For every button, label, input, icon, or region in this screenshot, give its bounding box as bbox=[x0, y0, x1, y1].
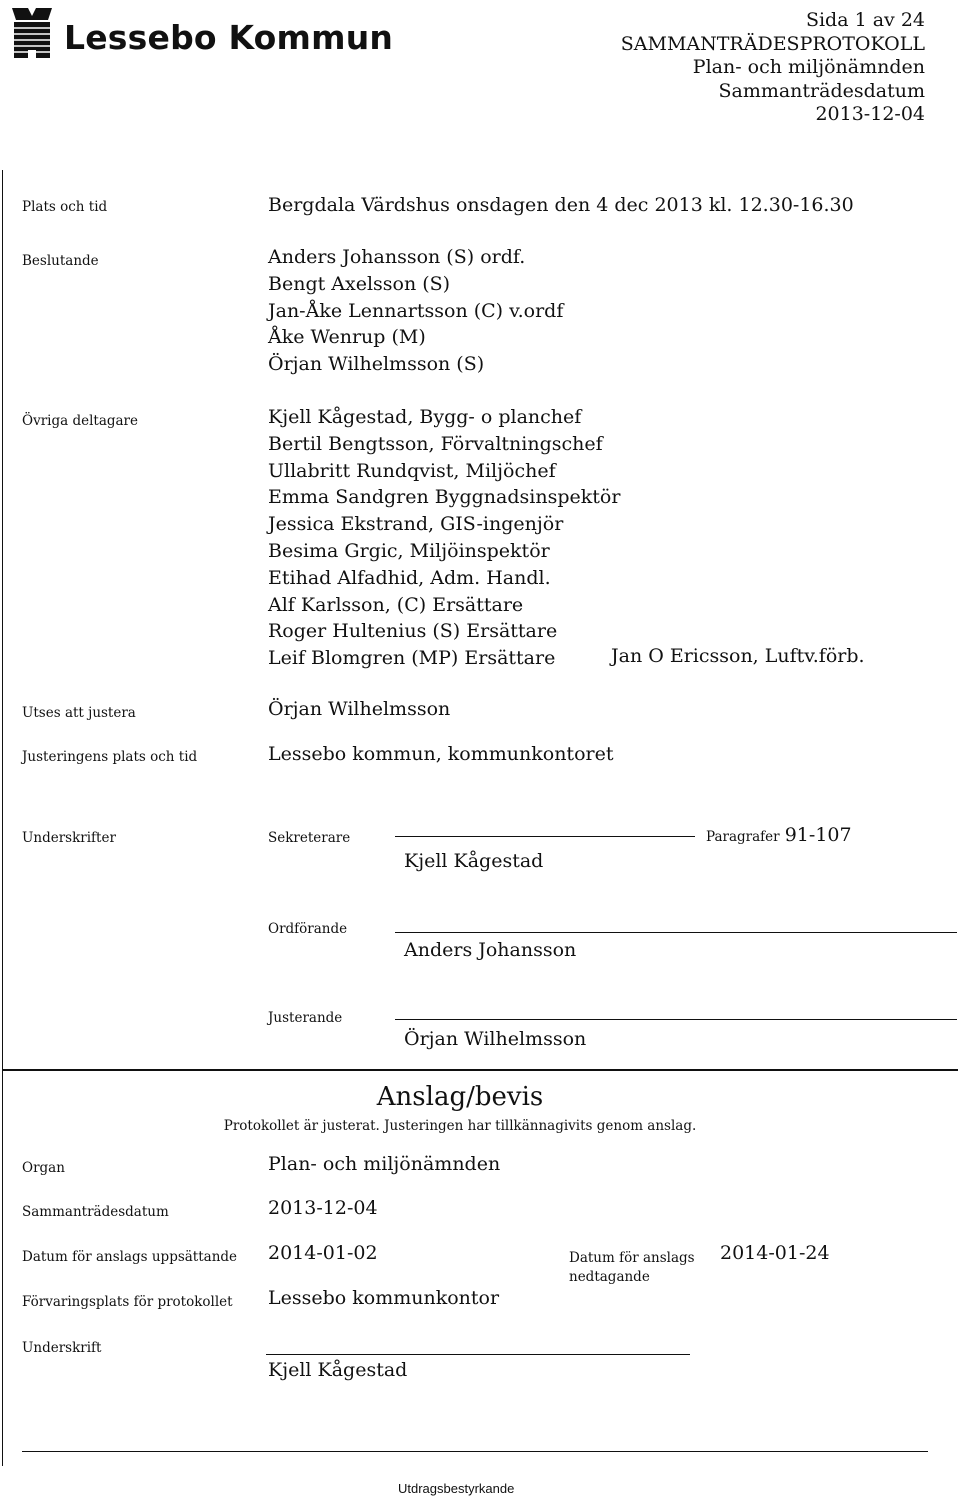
adjuster-signature-line bbox=[395, 1019, 957, 1020]
paragraphs bbox=[706, 824, 852, 846]
paragraphs-value: 91-107 bbox=[784, 824, 852, 846]
chair-signature-line bbox=[395, 932, 957, 933]
sig-adjuster-label: Justerande bbox=[268, 1010, 343, 1026]
meeting-date-label: Sammanträdesdatum bbox=[718, 79, 925, 102]
storage-label: Förvaringsplats för protokollet bbox=[22, 1294, 233, 1310]
list-item: Ullabritt Rundqvist, Miljöchef bbox=[268, 459, 556, 482]
adjust-place-label: Justeringens plats och tid bbox=[22, 749, 198, 765]
deciding-label: Beslutande bbox=[22, 253, 99, 269]
list-item: Bertil Bengtsson, Förvaltningschef bbox=[268, 432, 603, 455]
bottom-divider bbox=[22, 1451, 928, 1452]
list-item: Åke Wenrup (M) bbox=[268, 326, 426, 349]
signatures-label: Underskrifter bbox=[22, 830, 116, 846]
posted-label: Datum för anslags uppsättande bbox=[22, 1249, 238, 1265]
adjuster-value: Örjan Wilhelmsson bbox=[268, 698, 451, 720]
notice-date-value: 2013-12-04 bbox=[268, 1197, 378, 1219]
meeting-date: 2013-12-04 bbox=[815, 103, 925, 125]
organ-value: Plan- och miljönämnden bbox=[268, 1153, 501, 1175]
storage-value: Lessebo kommunkontor bbox=[268, 1287, 500, 1309]
list-item: Emma Sandgren Byggnadsinspektör bbox=[268, 486, 621, 509]
document-header bbox=[621, 9, 925, 127]
deciding-list bbox=[268, 244, 563, 378]
page-number: Sida 1 av 24 bbox=[805, 9, 925, 31]
list-item: Örjan Wilhelmsson (S) bbox=[268, 353, 485, 376]
place-label: Plats och tid bbox=[22, 199, 108, 215]
list-item: Etihad Alfadhid, Adm. Handl. bbox=[268, 566, 551, 589]
notice-signature-line bbox=[266, 1354, 690, 1355]
secretary-label: Sekreterare bbox=[268, 830, 351, 846]
beehive-icon bbox=[8, 6, 56, 62]
list-item: Jessica Ekstrand, GIS-ingenjör bbox=[268, 513, 564, 536]
secretary-signature-line bbox=[395, 836, 695, 837]
sig-adjuster-name: Örjan Wilhelmsson bbox=[404, 1028, 587, 1050]
paragraphs-label: Paragrafer bbox=[706, 829, 780, 845]
chair-name: Anders Johansson bbox=[404, 939, 577, 961]
list-item: Leif Blomgren (MP) Ersättare bbox=[268, 647, 556, 670]
others-extra: Jan O Ericsson, Luftv.förb. bbox=[611, 645, 865, 667]
municipality-logo bbox=[8, 6, 394, 64]
notice-date-label: Sammanträdesdatum bbox=[22, 1204, 169, 1220]
signature-name: Kjell Kågestad bbox=[268, 1359, 408, 1381]
secretary-name: Kjell Kågestad bbox=[404, 850, 544, 872]
organ-label: Organ bbox=[22, 1160, 65, 1176]
list-item: Jan-Åke Lennartsson (C) v.ordf bbox=[268, 299, 564, 322]
notice-title: Anslag/bevis bbox=[376, 1082, 544, 1112]
left-border bbox=[2, 170, 3, 1466]
list-item: Besima Grgic, Miljöinspektör bbox=[268, 539, 550, 562]
chair-label: Ordförande bbox=[268, 921, 348, 937]
removed-label: Datum för anslags nedtagande bbox=[569, 1250, 695, 1285]
posted-value: 2014-01-02 bbox=[268, 1242, 378, 1264]
notice-subtitle: Protokollet är justerat. Justeringen har tillkännagivits genom anslag. bbox=[223, 1118, 697, 1134]
list-item: Anders Johansson (S) ordf. bbox=[268, 246, 526, 268]
document-type: SAMMANTRÄDESPROTOKOLL bbox=[620, 32, 925, 55]
list-item: Bengt Axelsson (S) bbox=[268, 272, 451, 295]
removed-value: 2014-01-24 bbox=[720, 1242, 830, 1264]
others-list bbox=[268, 404, 620, 672]
logo-text: Lessebo Kommun bbox=[64, 18, 394, 57]
section-divider bbox=[2, 1069, 958, 1071]
adjuster-label: Utses att justera bbox=[22, 705, 136, 721]
signature-label: Underskrift bbox=[22, 1340, 102, 1356]
footer-certified-copy: Utdragsbestyrkande bbox=[398, 1481, 515, 1496]
others-label: Övriga deltagare bbox=[22, 413, 139, 429]
committee-name: Plan- och miljönämnden bbox=[692, 56, 925, 78]
place-value: Bergdala Värdshus onsdagen den 4 dec 2013 kl. 12.30-16.30 bbox=[268, 194, 854, 216]
list-item: Alf Karlsson, (C) Ersättare bbox=[268, 593, 524, 616]
adjust-place-value: Lessebo kommun, kommunkontoret bbox=[268, 743, 614, 765]
list-item: Roger Hultenius (S) Ersättare bbox=[268, 620, 558, 643]
list-item: Kjell Kågestad, Bygg- o planchef bbox=[268, 406, 582, 428]
